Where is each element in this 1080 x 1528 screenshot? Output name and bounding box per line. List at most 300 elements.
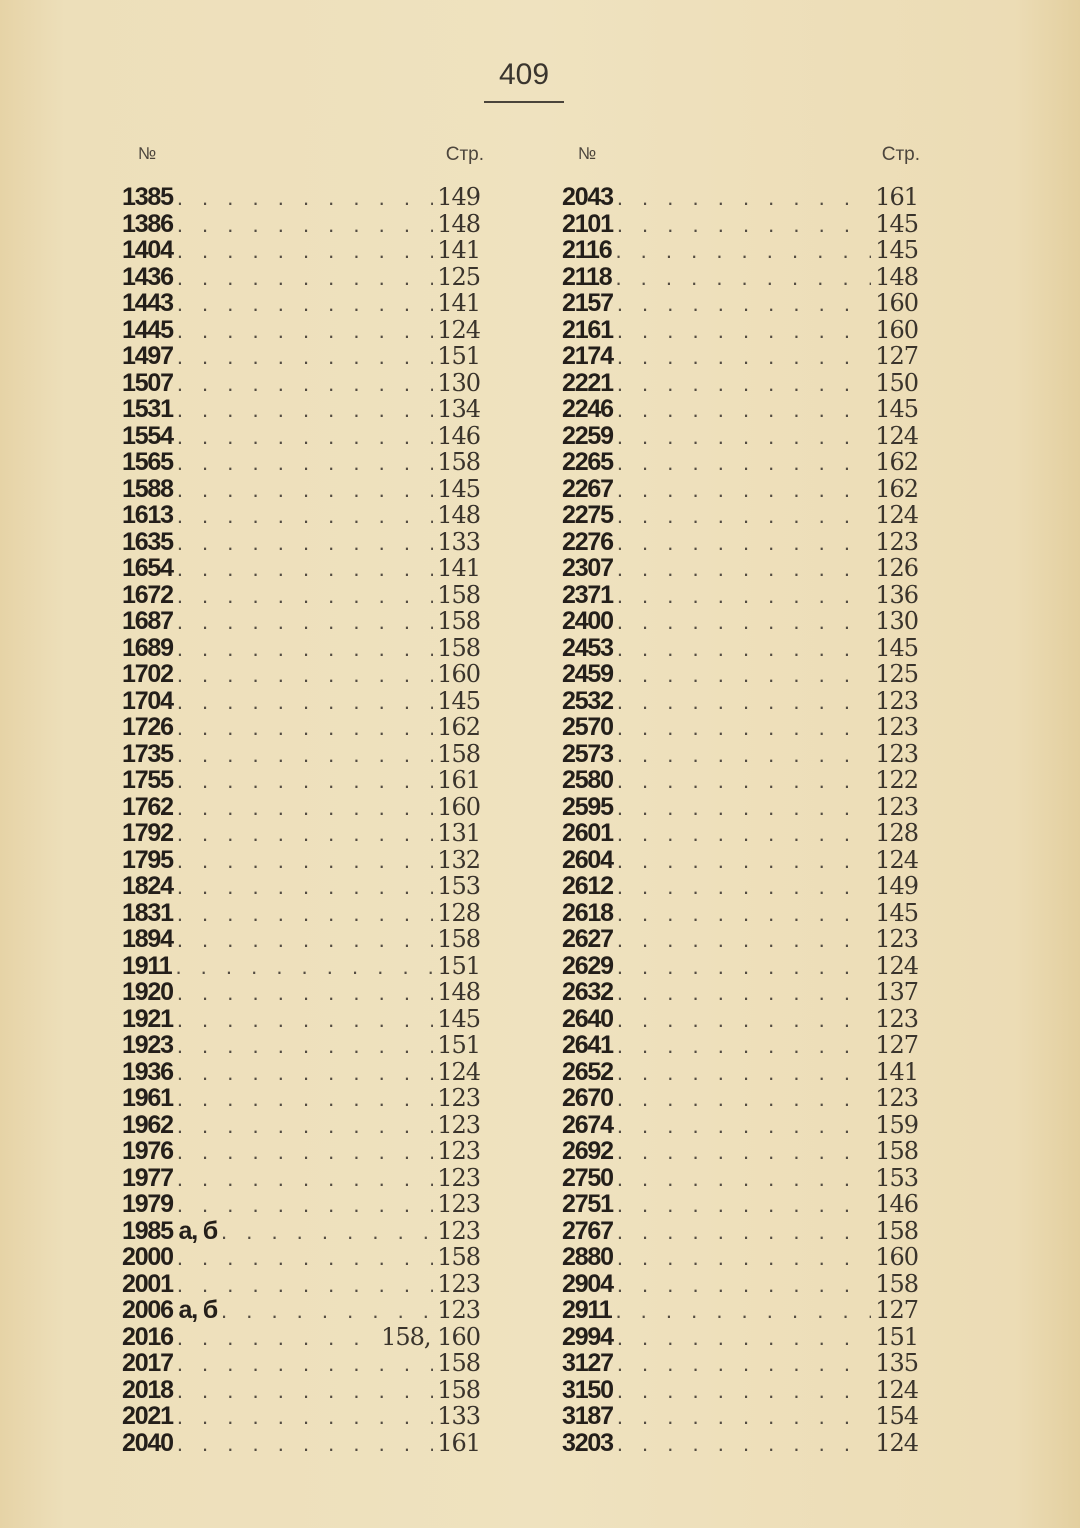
header-number: № xyxy=(578,144,597,163)
entry-page: 126 xyxy=(875,554,918,582)
entry-page: 161 xyxy=(875,183,918,211)
entry-page: 145 xyxy=(875,395,918,423)
entry-number: 3127 xyxy=(562,1349,613,1377)
index-row xyxy=(122,1165,492,1192)
index-row xyxy=(562,1297,928,1324)
entry-page: 158 xyxy=(875,1137,918,1165)
entry-page: 127 xyxy=(875,1031,918,1059)
entry-page: 158 xyxy=(437,925,480,953)
entry-page: 123 xyxy=(875,1084,918,1112)
entry-page: 124 xyxy=(875,421,918,450)
entry-page: 124 xyxy=(875,501,918,529)
index-row xyxy=(122,343,492,370)
index-row xyxy=(562,1059,928,1086)
entry-page: 123 xyxy=(437,1110,480,1139)
entry-page: 123 xyxy=(437,1269,480,1298)
index-row xyxy=(122,1403,492,1430)
entry-number: 1792 xyxy=(122,819,173,847)
index-row xyxy=(122,423,492,450)
index-row xyxy=(562,1350,928,1377)
dot-leader xyxy=(177,503,433,530)
dot-leader xyxy=(617,1113,871,1140)
entry-page: 123 xyxy=(875,686,918,715)
index-row xyxy=(122,1377,492,1404)
entry-number: 2751 xyxy=(562,1190,613,1218)
entry-page: 158 xyxy=(437,739,480,768)
entry-page: 124 xyxy=(437,1057,480,1086)
entry-page: 150 xyxy=(875,368,918,397)
entry-page: 162 xyxy=(875,448,918,476)
dot-leader xyxy=(177,874,433,901)
column-header xyxy=(562,142,928,182)
entry-page: 123 xyxy=(875,527,918,556)
dot-leader xyxy=(617,583,871,610)
entry-number: 1507 xyxy=(122,368,173,397)
dot-leader xyxy=(617,371,871,398)
entry-page: 158 xyxy=(437,633,480,662)
entry-page: 125 xyxy=(875,660,918,688)
index-row xyxy=(562,688,928,715)
entry-page: 159 xyxy=(875,1110,918,1139)
entry-page: 160 xyxy=(437,792,480,821)
index-row xyxy=(122,1271,492,1298)
entry-page: 160 xyxy=(875,1243,918,1271)
dot-leader xyxy=(177,1378,433,1405)
index-row xyxy=(122,1085,492,1112)
entry-page: 132 xyxy=(437,845,480,874)
dot-leader xyxy=(617,1060,871,1087)
entry-page: 151 xyxy=(437,951,480,980)
dot-leader xyxy=(177,583,433,610)
index-column-left xyxy=(122,142,492,1457)
entry-number: 1554 xyxy=(122,421,173,450)
dot-leader xyxy=(177,742,433,769)
entry-number: 2275 xyxy=(562,501,613,529)
dot-leader xyxy=(177,212,433,239)
dot-leader xyxy=(177,424,433,451)
index-row xyxy=(122,396,492,423)
index-row xyxy=(562,926,928,953)
index-row xyxy=(562,900,928,927)
dot-leader xyxy=(177,477,433,504)
entry-number: 2400 xyxy=(562,607,613,635)
index-row xyxy=(122,1324,492,1351)
entry-page: 141 xyxy=(875,1057,918,1086)
entry-number: 2161 xyxy=(562,315,613,344)
index-row xyxy=(562,502,928,529)
dot-leader xyxy=(617,821,871,848)
entry-page: 146 xyxy=(437,421,480,450)
entry-page: 158 xyxy=(437,1349,480,1377)
index-row xyxy=(562,423,928,450)
entry-number: 1436 xyxy=(122,262,173,291)
dot-leader xyxy=(617,318,871,345)
entry-number: 1961 xyxy=(122,1084,173,1112)
entry-number: 2016 xyxy=(122,1322,173,1351)
dot-leader xyxy=(617,901,871,928)
entry-page: 146 xyxy=(875,1190,918,1218)
entry-number: 2627 xyxy=(562,925,613,953)
entry-number: 2259 xyxy=(562,421,613,450)
index-row xyxy=(562,873,928,900)
dot-leader xyxy=(617,185,871,212)
entry-page: 148 xyxy=(875,262,918,291)
index-row xyxy=(562,1032,928,1059)
entry-page: 127 xyxy=(875,1296,918,1324)
index-row xyxy=(122,290,492,317)
index-row xyxy=(562,396,928,423)
entry-number: 3187 xyxy=(562,1402,613,1430)
index-row xyxy=(562,714,928,741)
entry-number: 1735 xyxy=(122,739,173,768)
entry-page: 124 xyxy=(875,1428,918,1457)
entry-page: 141 xyxy=(437,289,480,317)
entry-number: 2641 xyxy=(562,1031,613,1059)
entry-page: 145 xyxy=(875,236,918,264)
dot-leader xyxy=(177,901,433,928)
entry-page: 136 xyxy=(875,580,918,609)
entry-number: 2021 xyxy=(122,1402,173,1430)
entry-number: 1936 xyxy=(122,1057,173,1086)
dot-leader xyxy=(177,450,433,477)
entry-page: 153 xyxy=(875,1163,918,1192)
entry-number: 2000 xyxy=(122,1243,173,1271)
dot-leader xyxy=(617,662,871,689)
dot-leader xyxy=(617,848,871,875)
entry-page: 158 xyxy=(437,448,480,476)
index-row xyxy=(562,264,928,291)
entry-number: 2629 xyxy=(562,951,613,980)
entry-number: 2001 xyxy=(122,1269,173,1298)
index-row xyxy=(122,1191,492,1218)
index-row xyxy=(122,953,492,980)
dot-leader xyxy=(617,768,871,795)
index-row xyxy=(562,741,928,768)
entry-number: 2632 xyxy=(562,978,613,1006)
entry-page: 123 xyxy=(875,713,918,741)
entry-number: 1985 а, б xyxy=(122,1216,217,1245)
dot-leader xyxy=(617,1139,871,1166)
entry-number: 1726 xyxy=(122,713,173,741)
dot-leader xyxy=(617,1404,871,1431)
entry-number: 2573 xyxy=(562,739,613,768)
dot-leader xyxy=(617,954,871,981)
dot-leader xyxy=(615,238,871,265)
dot-leader xyxy=(617,1325,871,1352)
entry-number: 2601 xyxy=(562,819,613,847)
header-number: № xyxy=(138,144,157,163)
entry-number: 2750 xyxy=(562,1163,613,1192)
index-row xyxy=(562,184,928,211)
index-row xyxy=(562,317,928,344)
dot-leader xyxy=(177,609,433,636)
index-row xyxy=(562,979,928,1006)
entry-page: 141 xyxy=(437,236,480,264)
entry-number: 1689 xyxy=(122,633,173,662)
index-row xyxy=(122,370,492,397)
entry-number: 2459 xyxy=(562,660,613,688)
dot-leader xyxy=(177,662,433,689)
entry-number: 2580 xyxy=(562,766,613,794)
entry-number: 1613 xyxy=(122,501,173,529)
entry-number: 2767 xyxy=(562,1216,613,1245)
entry-page: 160 xyxy=(437,660,480,688)
index-row xyxy=(122,714,492,741)
entry-page: 128 xyxy=(875,819,918,847)
dot-leader xyxy=(177,1431,433,1458)
entry-number: 2570 xyxy=(562,713,613,741)
entry-number: 3203 xyxy=(562,1428,613,1457)
entry-page: 145 xyxy=(437,1004,480,1033)
entry-number: 1497 xyxy=(122,342,173,370)
dot-leader xyxy=(617,1431,871,1458)
index-row xyxy=(562,1377,928,1404)
dot-leader xyxy=(177,1166,433,1193)
index-row xyxy=(562,1271,928,1298)
entry-page: 137 xyxy=(875,978,918,1006)
index-row xyxy=(562,794,928,821)
entry-number: 1962 xyxy=(122,1110,173,1139)
entry-number: 1687 xyxy=(122,607,173,635)
entry-page: 158 xyxy=(437,1375,480,1404)
entry-page: 151 xyxy=(875,1322,918,1351)
entry-page: 123 xyxy=(875,925,918,953)
index-row xyxy=(562,290,928,317)
entry-page: 148 xyxy=(437,501,480,529)
dot-leader xyxy=(177,795,433,822)
dot-leader xyxy=(177,927,433,954)
entry-page: 153 xyxy=(437,872,480,900)
entry-page: 158, 160 xyxy=(381,1322,480,1351)
index-row xyxy=(122,608,492,635)
dot-leader xyxy=(617,344,871,371)
index-row xyxy=(122,1218,492,1245)
dot-leader xyxy=(617,503,871,530)
entry-number: 2674 xyxy=(562,1110,613,1139)
entry-number: 2612 xyxy=(562,872,613,900)
index-row xyxy=(122,847,492,874)
entry-page: 145 xyxy=(875,633,918,662)
dot-leader xyxy=(177,1007,433,1034)
entry-page: 151 xyxy=(437,1031,480,1059)
entry-page: 151 xyxy=(437,342,480,370)
dot-leader xyxy=(617,1378,871,1405)
entry-page: 130 xyxy=(437,368,480,397)
entry-page: 123 xyxy=(437,1163,480,1192)
entry-number: 1443 xyxy=(122,289,173,317)
entry-number: 1920 xyxy=(122,978,173,1006)
index-row xyxy=(122,1032,492,1059)
index-row xyxy=(122,529,492,556)
dot-leader xyxy=(617,795,871,822)
entry-number: 1531 xyxy=(122,395,173,423)
entry-page: 154 xyxy=(875,1402,918,1430)
entry-page: 145 xyxy=(875,898,918,927)
dot-leader xyxy=(177,1060,433,1087)
entry-number: 2157 xyxy=(562,289,613,317)
column-header xyxy=(122,142,492,182)
index-row xyxy=(562,767,928,794)
entry-number: 2040 xyxy=(122,1428,173,1457)
entry-page: 145 xyxy=(875,209,918,238)
dot-leader xyxy=(617,477,871,504)
dot-leader xyxy=(177,1033,433,1060)
entry-number: 2006 а, б xyxy=(122,1296,217,1324)
dot-leader xyxy=(221,1219,433,1246)
dot-leader xyxy=(617,1351,871,1378)
entry-number: 2618 xyxy=(562,898,613,927)
index-row xyxy=(122,1112,492,1139)
index-row xyxy=(122,794,492,821)
dot-leader xyxy=(177,291,433,318)
index-rows xyxy=(122,184,492,1456)
index-row xyxy=(122,979,492,1006)
dot-leader xyxy=(617,742,871,769)
dot-leader xyxy=(617,1166,871,1193)
entry-page: 148 xyxy=(437,978,480,1006)
dot-leader xyxy=(175,954,433,981)
index-row xyxy=(122,582,492,609)
dot-leader xyxy=(617,1245,871,1272)
entry-page: 123 xyxy=(437,1190,480,1218)
entry-number: 1404 xyxy=(122,236,173,264)
entry-page: 158 xyxy=(875,1216,918,1245)
entry-page: 148 xyxy=(437,209,480,238)
dot-leader xyxy=(617,1033,871,1060)
entry-number: 1976 xyxy=(122,1137,173,1165)
header-page: Стр. xyxy=(881,144,920,165)
entry-page: 158 xyxy=(875,1269,918,1298)
entry-page: 135 xyxy=(875,1349,918,1377)
index-row xyxy=(562,1191,928,1218)
index-row xyxy=(562,1403,928,1430)
entry-page: 133 xyxy=(437,527,480,556)
dot-leader xyxy=(177,1272,433,1299)
entry-page: 124 xyxy=(875,1375,918,1404)
index-row xyxy=(122,661,492,688)
entry-number: 2265 xyxy=(562,448,613,476)
index-row xyxy=(122,1350,492,1377)
dot-leader xyxy=(617,212,871,239)
entry-number: 1588 xyxy=(122,474,173,503)
entry-page: 162 xyxy=(437,713,480,741)
entry-number: 1702 xyxy=(122,660,173,688)
entry-page: 158 xyxy=(437,607,480,635)
entry-page: 161 xyxy=(437,1428,480,1457)
index-row xyxy=(122,926,492,953)
entry-page: 124 xyxy=(437,315,480,344)
entry-page: 123 xyxy=(875,792,918,821)
entry-number: 1386 xyxy=(122,209,173,238)
index-row xyxy=(122,264,492,291)
index-row xyxy=(122,502,492,529)
dot-leader xyxy=(177,1351,433,1378)
index-row xyxy=(562,370,928,397)
dot-leader xyxy=(617,609,871,636)
dot-leader xyxy=(177,1086,433,1113)
index-row xyxy=(122,555,492,582)
entry-number: 2640 xyxy=(562,1004,613,1033)
index-row xyxy=(562,237,928,264)
dot-leader xyxy=(177,238,433,265)
entry-page: 141 xyxy=(437,554,480,582)
dot-leader xyxy=(177,715,433,742)
entry-page: 123 xyxy=(875,1004,918,1033)
index-row xyxy=(562,953,928,980)
index-row xyxy=(562,1138,928,1165)
dot-leader xyxy=(177,689,433,716)
dot-leader xyxy=(177,530,433,557)
dot-leader xyxy=(177,980,433,1007)
entry-number: 3150 xyxy=(562,1375,613,1404)
dot-leader xyxy=(177,1192,433,1219)
entry-page: 123 xyxy=(437,1137,480,1165)
entry-number: 2652 xyxy=(562,1057,613,1086)
page-number: 409 xyxy=(498,58,550,91)
dot-leader xyxy=(617,424,871,451)
entry-number: 1831 xyxy=(122,898,173,927)
entry-number: 1445 xyxy=(122,315,173,344)
entry-number: 2595 xyxy=(562,792,613,821)
dot-leader xyxy=(177,848,433,875)
dot-leader xyxy=(617,1192,871,1219)
dot-leader xyxy=(177,636,433,663)
entry-page: 149 xyxy=(875,872,918,900)
dot-leader xyxy=(617,927,871,954)
dot-leader xyxy=(617,1272,871,1299)
index-row xyxy=(122,317,492,344)
dot-leader xyxy=(617,636,871,663)
entry-page: 128 xyxy=(437,898,480,927)
index-row xyxy=(562,582,928,609)
entry-number: 2532 xyxy=(562,686,613,715)
index-row xyxy=(562,820,928,847)
dot-leader xyxy=(617,715,871,742)
entry-page: 160 xyxy=(875,289,918,317)
index-row xyxy=(122,1430,492,1457)
dot-leader xyxy=(617,397,871,424)
entry-number: 1911 xyxy=(122,951,172,980)
entry-number: 2221 xyxy=(562,368,613,397)
entry-page: 158 xyxy=(437,1243,480,1271)
index-row xyxy=(122,873,492,900)
dot-leader xyxy=(617,291,871,318)
entry-number: 1921 xyxy=(122,1004,173,1033)
index-row xyxy=(562,555,928,582)
entry-page: 130 xyxy=(875,607,918,635)
entry-page: 127 xyxy=(875,342,918,370)
index-row xyxy=(122,237,492,264)
entry-number: 2670 xyxy=(562,1084,613,1112)
entry-number: 2911 xyxy=(562,1296,612,1324)
dot-leader xyxy=(177,318,433,345)
index-row xyxy=(562,1006,928,1033)
dot-leader xyxy=(177,1113,433,1140)
entry-page: 149 xyxy=(437,183,480,211)
entry-number: 2692 xyxy=(562,1137,613,1165)
dot-leader xyxy=(617,450,871,477)
entry-number: 2118 xyxy=(562,262,612,291)
entry-page: 145 xyxy=(437,686,480,715)
entry-number: 2904 xyxy=(562,1269,613,1298)
dot-leader xyxy=(177,1139,433,1166)
index-row xyxy=(122,1244,492,1271)
index-row xyxy=(562,343,928,370)
index-row xyxy=(562,1218,928,1245)
entry-number: 1894 xyxy=(122,925,173,953)
entry-number: 1795 xyxy=(122,845,173,874)
index-row xyxy=(562,608,928,635)
